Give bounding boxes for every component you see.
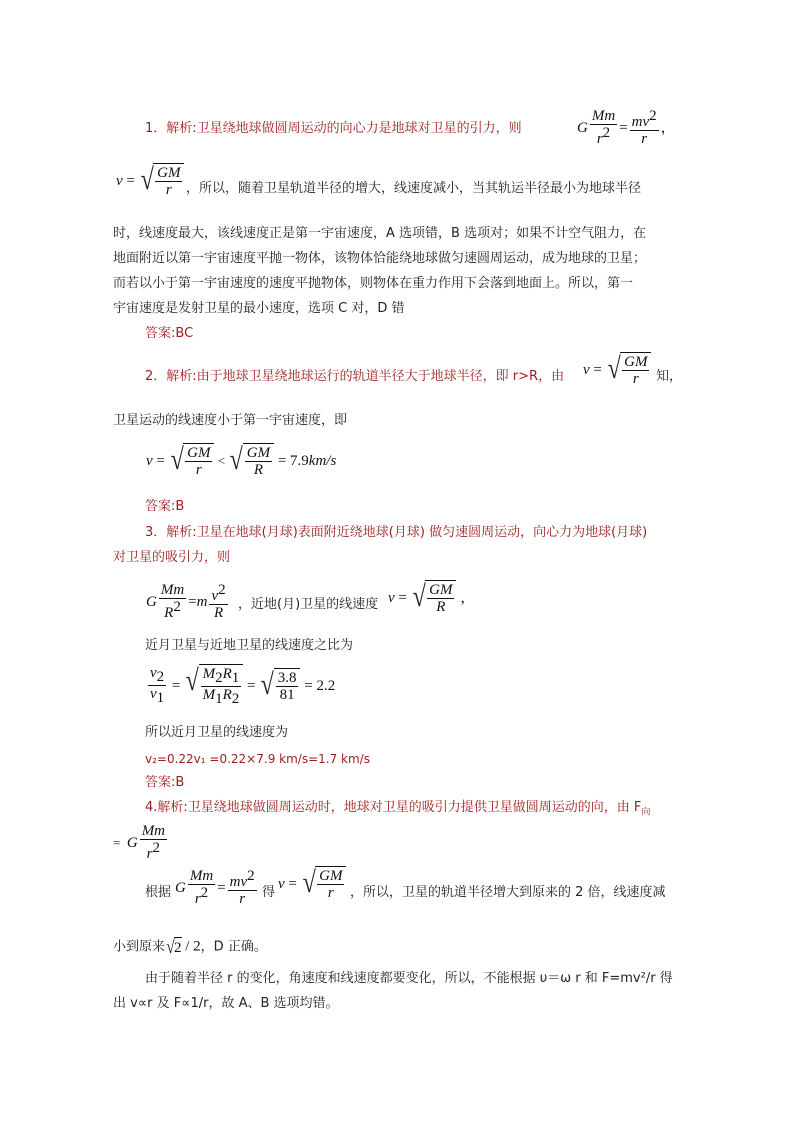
p2-intro	[145, 368, 564, 386]
p4-line5: 由于随着半径 r 的变化，角速度和线速度都要变化，所以，不能根据 υ＝ω r 和 F=mv²/r 得	[145, 971, 673, 986]
p3-ratio-text: 近月卫星与近地卫星的线速度之比为	[145, 638, 354, 653]
p4-line6: 出 v∝r 及 F∝1/r，故 A、B 选项均错。	[113, 996, 339, 1011]
p2-rR: r>R	[512, 369, 539, 384]
p1-answer: 答案:BC	[145, 326, 194, 341]
p3-line2: 对卫星的吸引力，则	[113, 550, 231, 565]
p3-n2: 81	[279, 687, 295, 703]
p4-line1-text: 4.解析:卫星绕地球做圆周运动时，地球对卫星的吸引力提供卫星做圆周运动的向，由 F	[145, 800, 642, 815]
p4-line1	[145, 799, 650, 822]
p1-intro: 1．解析:卫星绕地球做圆周运动的向心力是地球对卫星的引力，则	[145, 121, 522, 136]
p1-formula-v: v = √ $\frac{GM}{r}$	[116, 163, 184, 198]
p3-so: 所以近月卫星的线速度为	[145, 725, 289, 740]
p3-n1: 3.8	[277, 670, 297, 686]
p2-formula-v: v = √ $\frac{GM}{r}$	[583, 352, 651, 387]
p2-know: 知，	[656, 369, 683, 384]
p4-line4b: ，D 正确。	[200, 939, 267, 955]
p2-by: ，由	[538, 369, 565, 384]
p4-formula-v: v = √ $\frac{GM}{r}$	[278, 866, 346, 901]
p3-near: ，近地(月)卫星的线速度	[238, 597, 379, 612]
p4-line3b: ，所以，卫星的轨道半径增大到原来的 2 倍，线速度减	[350, 885, 666, 900]
p3-formula-ratio: $\frac{v_2}{v_1}$ = √ $\frac{M_2R_1}{M_1R_2}$ = √ $\frac{3.8}{81}$ = 2.2	[150, 664, 336, 707]
p4-formula-gravity: G $\frac{Mm}{r^2}$ = $\frac{mv^2}{r}$	[175, 868, 255, 907]
p1-line4: 地面附近以第一宇宙速度平抛一物体，该物体恰能绕地球做匀速圆周运动，成为地球的卫星；	[113, 251, 647, 266]
p2-formula-compare: v = √ $\frac{GM}{r}$ < √ $\frac{GM}{R}$ = 7.9 km/s	[146, 443, 337, 478]
p3-formula-centripetal: G $\frac{Mm}{R^2}$ = m $\frac{v^2}{R}$	[146, 582, 226, 621]
p4-line4: 小到原来 √ 2 / 2，D 正确。	[113, 936, 267, 958]
p2-line2: 卫星运动的线速度小于第一宇宙速度，即	[113, 413, 348, 428]
p2-value: 7.9	[290, 452, 309, 469]
p4-de: 得	[262, 885, 276, 900]
p4-line4a: 小到原来	[113, 939, 166, 955]
p2-answer: 答案:B	[145, 499, 185, 514]
p3-answer: 答案:B	[145, 775, 185, 790]
p3-line1: 3．解析:卫星在地球(月球)表面附近绕地球(月球) 做匀速圆周运动，向心力为地球(月球)	[145, 525, 648, 540]
p4-sub-xiang: 向	[641, 807, 651, 818]
p4-sqrt2: √ 2	[166, 936, 182, 958]
p4-formula-force: = G $\frac{Mm}{r^2}$	[113, 823, 166, 862]
p1-line5: 而若以小于第一宇宙速度的速度平抛物体，则物体在重力作用下会落到地面上。所以，第一	[113, 276, 634, 291]
p1-mid: ，所以，随着卫星轨道半径的增大，线速度减小，当其轨运半径最小为地球半径	[186, 181, 642, 196]
p4-gen: 根据	[145, 885, 172, 900]
p1-line6: 宇宙速度是发射卫星的最小速度，选项 C 对，D 错	[113, 301, 405, 316]
p3-result: 2.2	[316, 677, 336, 694]
p2-unit: km/s	[308, 452, 337, 469]
p3-calc: v₂=0.22v₁ =0.22×7.9 km/s=1.7 km/s	[145, 752, 370, 766]
p1-line3: 时，线速度最大，该线速度正是第一宇宙速度，A 选项错，B 选项对；如果不计空气阻力，在	[113, 226, 647, 241]
p2-intro-text: 2．解析:由于地球卫星绕地球运行的轨道半径大于地球半径，即	[145, 369, 513, 384]
p1-formula-gravity: G $\frac{Mm}{r^2}$ = $\frac{mv^2}{r}$ ，	[577, 108, 676, 147]
p3-formula-v: v = √ $\frac{GM}{R}$ ，	[388, 580, 476, 615]
